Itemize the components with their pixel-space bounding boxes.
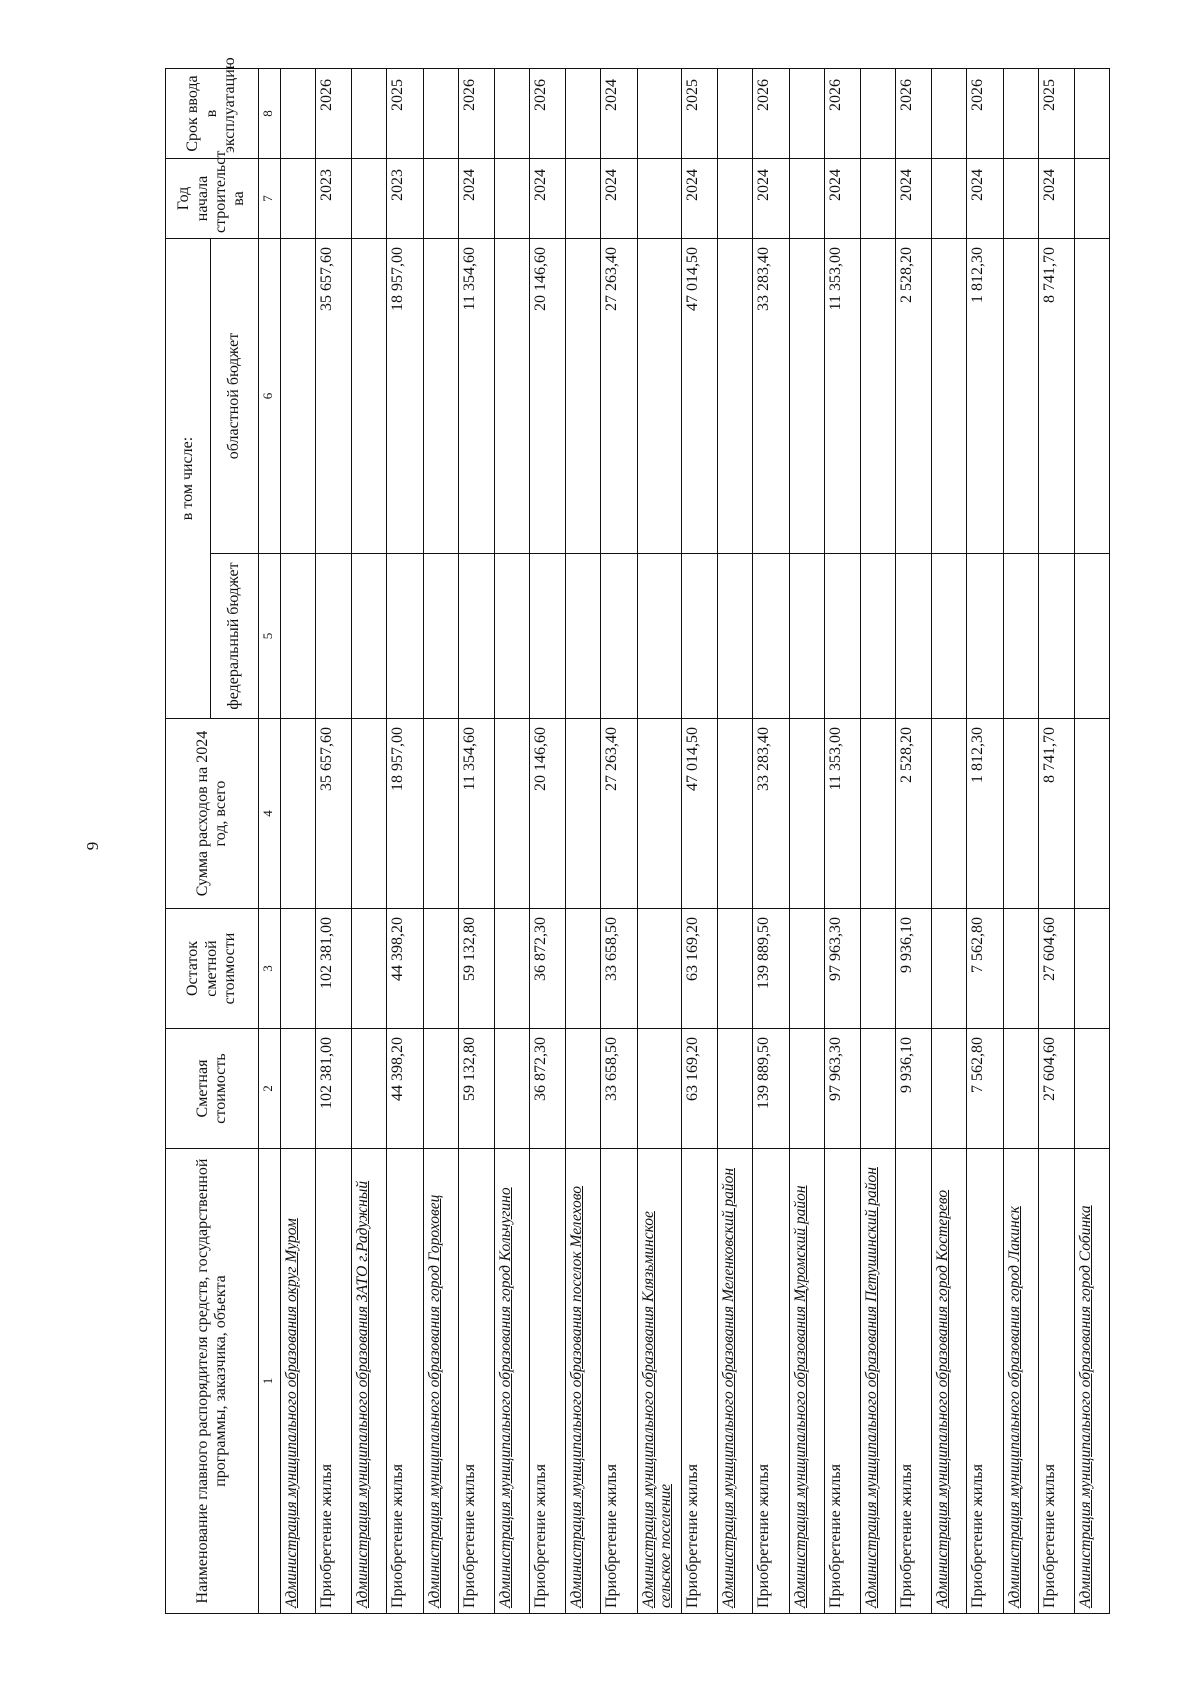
empty-cell: [423, 909, 458, 1029]
empty-cell: [1003, 909, 1038, 1029]
table-row: [387, 69, 423, 1614]
table-header: [166, 57, 259, 1614]
total-2024-cell: 11 353,00: [824, 719, 860, 909]
empty-cell: [423, 239, 458, 554]
empty-cell: [352, 69, 387, 159]
organization-row: [423, 69, 458, 1614]
organization-row: [1074, 69, 1109, 1614]
total-2024-cell: 47 014,50: [682, 719, 718, 909]
object-name: Приобретение жилья: [458, 1149, 494, 1614]
empty-cell: [1074, 239, 1109, 554]
table-row: [458, 69, 494, 1614]
object-name: Приобретение жилья: [601, 1149, 637, 1614]
empty-cell: [280, 909, 315, 1029]
regional-budget-cell: 1 812,30: [967, 239, 1003, 554]
empty-cell: [637, 69, 682, 159]
start-year-cell: 2024: [896, 159, 932, 239]
empty-cell: [566, 554, 601, 719]
regional-budget-cell: 20 146,60: [529, 239, 565, 554]
estimated-cost-cell: 27 604,60: [1038, 1029, 1074, 1149]
empty-cell: [1003, 554, 1038, 719]
organization-name: Администрация муниципального образования город Собинка: [1074, 1149, 1109, 1614]
organization-name: Администрация муниципального образования город Лакинск: [1003, 1149, 1038, 1614]
empty-cell: [352, 159, 387, 239]
object-name: Приобретение жилья: [682, 1149, 718, 1614]
organization-row: [860, 69, 895, 1614]
total-2024-cell: 8 741,70: [1038, 719, 1074, 909]
column-number: 5: [259, 554, 281, 719]
organization-name: Администрация муниципального образования Клязьминское сельское поселение: [637, 1149, 682, 1614]
empty-cell: [494, 719, 529, 909]
start-year-cell: 2024: [824, 159, 860, 239]
object-name: Приобретение жилья: [824, 1149, 860, 1614]
total-2024-cell: 2 528,20: [896, 719, 932, 909]
object-name: Приобретение жилья: [316, 1149, 352, 1614]
empty-cell: [718, 159, 753, 239]
federal-budget-cell: [601, 554, 637, 719]
federal-budget-cell: [1038, 554, 1074, 719]
empty-cell: [789, 159, 824, 239]
federal-budget-cell: [824, 554, 860, 719]
organization-name: Администрация муниципального образования Меленковский район: [718, 1149, 753, 1614]
estimated-cost-cell: 139 889,50: [753, 1029, 789, 1149]
estimated-cost-cell: 33 658,50: [601, 1029, 637, 1149]
empty-cell: [352, 554, 387, 719]
empty-cell: [932, 1029, 967, 1149]
object-name: Приобретение жилья: [896, 1149, 932, 1614]
empty-cell: [494, 239, 529, 554]
empty-cell: [280, 1029, 315, 1149]
empty-cell: [566, 1029, 601, 1149]
empty-cell: [352, 239, 387, 554]
organization-name: Администрация муниципального образования город Гороховец: [423, 1149, 458, 1614]
organization-row: [637, 69, 682, 1614]
total-2024-cell: 27 263,40: [601, 719, 637, 909]
federal-budget-cell: [387, 554, 423, 719]
empty-cell: [1003, 719, 1038, 909]
empty-cell: [718, 909, 753, 1029]
federal-budget-cell: [316, 554, 352, 719]
organization-row: [494, 69, 529, 1614]
estimated-cost-cell: 9 936,10: [896, 1029, 932, 1149]
commissioning-year-cell: 2024: [601, 69, 637, 159]
remaining-cost-cell: 36 872,30: [529, 909, 565, 1029]
regional-budget-cell: 18 957,00: [387, 239, 423, 554]
organization-row: [1003, 69, 1038, 1614]
empty-cell: [932, 719, 967, 909]
estimated-cost-cell: 7 562,80: [967, 1029, 1003, 1149]
regional-budget-cell: 27 263,40: [601, 239, 637, 554]
column-number: 3: [259, 909, 281, 1029]
estimated-cost-cell: 102 381,00: [316, 1029, 352, 1149]
empty-cell: [1074, 719, 1109, 909]
commissioning-year-cell: 2026: [967, 69, 1003, 159]
empty-cell: [789, 69, 824, 159]
federal-budget-cell: [458, 554, 494, 719]
remaining-cost-cell: 63 169,20: [682, 909, 718, 1029]
empty-cell: [932, 239, 967, 554]
empty-cell: [494, 554, 529, 719]
header-estimated-cost: Сметная стоимость: [166, 1029, 259, 1149]
empty-cell: [280, 159, 315, 239]
start-year-cell: 2024: [601, 159, 637, 239]
empty-cell: [566, 69, 601, 159]
empty-cell: [932, 554, 967, 719]
start-year-cell: 2023: [316, 159, 352, 239]
table-row: [682, 69, 718, 1614]
organization-name: Администрация муниципального образования ЗАТО г.Радужный: [352, 1149, 387, 1614]
empty-cell: [566, 159, 601, 239]
total-2024-cell: 18 957,00: [387, 719, 423, 909]
empty-cell: [1003, 159, 1038, 239]
empty-cell: [280, 554, 315, 719]
header-name: Наименование главного распорядителя средств, государственной программы, заказчика, объекта: [166, 1149, 259, 1614]
start-year-cell: 2024: [529, 159, 565, 239]
start-year-cell: 2024: [967, 159, 1003, 239]
table-row: [824, 69, 860, 1614]
federal-budget-cell: [896, 554, 932, 719]
empty-cell: [932, 69, 967, 159]
empty-cell: [280, 719, 315, 909]
column-number-row: [259, 69, 281, 1614]
commissioning-year-cell: 2026: [753, 69, 789, 159]
federal-budget-cell: [967, 554, 1003, 719]
empty-cell: [494, 69, 529, 159]
empty-cell: [566, 239, 601, 554]
empty-cell: [860, 909, 895, 1029]
start-year-cell: 2024: [458, 159, 494, 239]
header-remaining-cost: Остаток сметной стоимости: [166, 909, 259, 1029]
remaining-cost-cell: 9 936,10: [896, 909, 932, 1029]
capital-investment-table: [165, 57, 1110, 1614]
column-number: 4: [259, 719, 281, 909]
commissioning-year-cell: 2026: [316, 69, 352, 159]
object-name: Приобретение жилья: [1038, 1149, 1074, 1614]
empty-cell: [637, 1029, 682, 1149]
empty-cell: [637, 239, 682, 554]
organization-row: [280, 69, 315, 1614]
column-number: 1: [259, 1149, 281, 1614]
empty-cell: [1074, 1029, 1109, 1149]
organization-row: [566, 69, 601, 1614]
remaining-cost-cell: 33 658,50: [601, 909, 637, 1029]
regional-budget-cell: 8 741,70: [1038, 239, 1074, 554]
empty-cell: [637, 159, 682, 239]
empty-cell: [1074, 159, 1109, 239]
table-body: [259, 69, 1110, 1614]
federal-budget-cell: [753, 554, 789, 719]
empty-cell: [718, 719, 753, 909]
empty-cell: [789, 239, 824, 554]
empty-cell: [718, 69, 753, 159]
total-2024-cell: 1 812,30: [967, 719, 1003, 909]
organization-name: Администрация муниципального образования округ Муром: [280, 1149, 315, 1614]
total-2024-cell: 35 657,60: [316, 719, 352, 909]
regional-budget-cell: 11 354,60: [458, 239, 494, 554]
organization-row: [352, 69, 387, 1614]
estimated-cost-cell: 44 398,20: [387, 1029, 423, 1149]
empty-cell: [718, 239, 753, 554]
header-regional-budget: областной бюджет: [211, 239, 259, 554]
column-number: 8: [259, 69, 281, 159]
regional-budget-cell: 33 283,40: [753, 239, 789, 554]
empty-cell: [932, 159, 967, 239]
organization-row: [718, 69, 753, 1614]
empty-cell: [566, 909, 601, 1029]
regional-budget-cell: 11 353,00: [824, 239, 860, 554]
header-commissioning: Срок ввода в эксплуатацию: [166, 69, 259, 159]
empty-cell: [423, 159, 458, 239]
header-federal-budget: федеральный бюджет: [211, 554, 259, 719]
total-2024-cell: 20 146,60: [529, 719, 565, 909]
estimated-cost-cell: 63 169,20: [682, 1029, 718, 1149]
organization-name: Администрация муниципального образования город Кольчугино: [494, 1149, 529, 1614]
total-2024-cell: 11 354,60: [458, 719, 494, 909]
start-year-cell: 2023: [387, 159, 423, 239]
remaining-cost-cell: 7 562,80: [967, 909, 1003, 1029]
regional-budget-cell: 35 657,60: [316, 239, 352, 554]
table-row: [896, 69, 932, 1614]
start-year-cell: 2024: [753, 159, 789, 239]
table-row: [967, 69, 1003, 1614]
empty-cell: [1074, 909, 1109, 1029]
organization-name: Администрация муниципального образования Муромский район: [789, 1149, 824, 1614]
commissioning-year-cell: 2025: [682, 69, 718, 159]
empty-cell: [423, 1029, 458, 1149]
column-number: 6: [259, 239, 281, 554]
regional-budget-cell: 47 014,50: [682, 239, 718, 554]
commissioning-year-cell: 2026: [896, 69, 932, 159]
empty-cell: [1074, 69, 1109, 159]
empty-cell: [423, 719, 458, 909]
table-row: [316, 69, 352, 1614]
empty-cell: [1003, 239, 1038, 554]
federal-budget-cell: [682, 554, 718, 719]
empty-cell: [1003, 1029, 1038, 1149]
commissioning-year-cell: 2026: [824, 69, 860, 159]
object-name: Приобретение жилья: [387, 1149, 423, 1614]
empty-cell: [494, 159, 529, 239]
organization-name: Администрация муниципального образования город Костерево: [932, 1149, 967, 1614]
empty-cell: [789, 1029, 824, 1149]
empty-cell: [789, 909, 824, 1029]
estimated-cost-cell: 36 872,30: [529, 1029, 565, 1149]
empty-cell: [789, 554, 824, 719]
object-name: Приобретение жилья: [753, 1149, 789, 1614]
regional-budget-cell: 2 528,20: [896, 239, 932, 554]
empty-cell: [860, 1029, 895, 1149]
table-row: [601, 69, 637, 1614]
empty-cell: [1003, 69, 1038, 159]
commissioning-year-cell: 2025: [1038, 69, 1074, 159]
empty-cell: [860, 69, 895, 159]
organization-row: [789, 69, 824, 1614]
federal-budget-cell: [529, 554, 565, 719]
empty-cell: [860, 719, 895, 909]
table-row: [1038, 69, 1074, 1614]
organization-name: Администрация муниципального образования поселок Мелехово: [566, 1149, 601, 1614]
empty-cell: [637, 719, 682, 909]
total-2024-cell: 33 283,40: [753, 719, 789, 909]
organization-name: Администрация муниципального образования Петушинский район: [860, 1149, 895, 1614]
empty-cell: [566, 719, 601, 909]
remaining-cost-cell: 102 381,00: [316, 909, 352, 1029]
empty-cell: [932, 909, 967, 1029]
empty-cell: [860, 554, 895, 719]
empty-cell: [637, 909, 682, 1029]
empty-cell: [423, 69, 458, 159]
header-including: в том числе:: [166, 239, 211, 719]
commissioning-year-cell: 2026: [529, 69, 565, 159]
remaining-cost-cell: 44 398,20: [387, 909, 423, 1029]
empty-cell: [280, 69, 315, 159]
remaining-cost-cell: 59 132,80: [458, 909, 494, 1029]
header-total-2024: Сумма расходов на 2024 год, всего: [166, 719, 259, 909]
empty-cell: [718, 1029, 753, 1149]
start-year-cell: 2024: [682, 159, 718, 239]
remaining-cost-cell: 139 889,50: [753, 909, 789, 1029]
start-year-cell: 2024: [1038, 159, 1074, 239]
empty-cell: [352, 719, 387, 909]
empty-cell: [1074, 554, 1109, 719]
page-number: 9: [83, 841, 102, 851]
header-start-year: Год начала строительст ва: [166, 159, 259, 239]
table-row: [753, 69, 789, 1614]
object-name: Приобретение жилья: [529, 1149, 565, 1614]
estimated-cost-cell: 59 132,80: [458, 1029, 494, 1149]
column-number: 2: [259, 1029, 281, 1149]
empty-cell: [280, 239, 315, 554]
empty-cell: [352, 909, 387, 1029]
empty-cell: [718, 554, 753, 719]
empty-cell: [860, 239, 895, 554]
empty-cell: [860, 159, 895, 239]
organization-row: [932, 69, 967, 1614]
commissioning-year-cell: 2026: [458, 69, 494, 159]
commissioning-year-cell: 2025: [387, 69, 423, 159]
empty-cell: [423, 554, 458, 719]
empty-cell: [494, 1029, 529, 1149]
object-name: Приобретение жилья: [967, 1149, 1003, 1614]
remaining-cost-cell: 97 963,30: [824, 909, 860, 1029]
empty-cell: [494, 909, 529, 1029]
empty-cell: [637, 554, 682, 719]
remaining-cost-cell: 27 604,60: [1038, 909, 1074, 1029]
empty-cell: [789, 719, 824, 909]
column-number: 7: [259, 159, 281, 239]
empty-cell: [352, 1029, 387, 1149]
estimated-cost-cell: 97 963,30: [824, 1029, 860, 1149]
table-row: [529, 69, 565, 1614]
